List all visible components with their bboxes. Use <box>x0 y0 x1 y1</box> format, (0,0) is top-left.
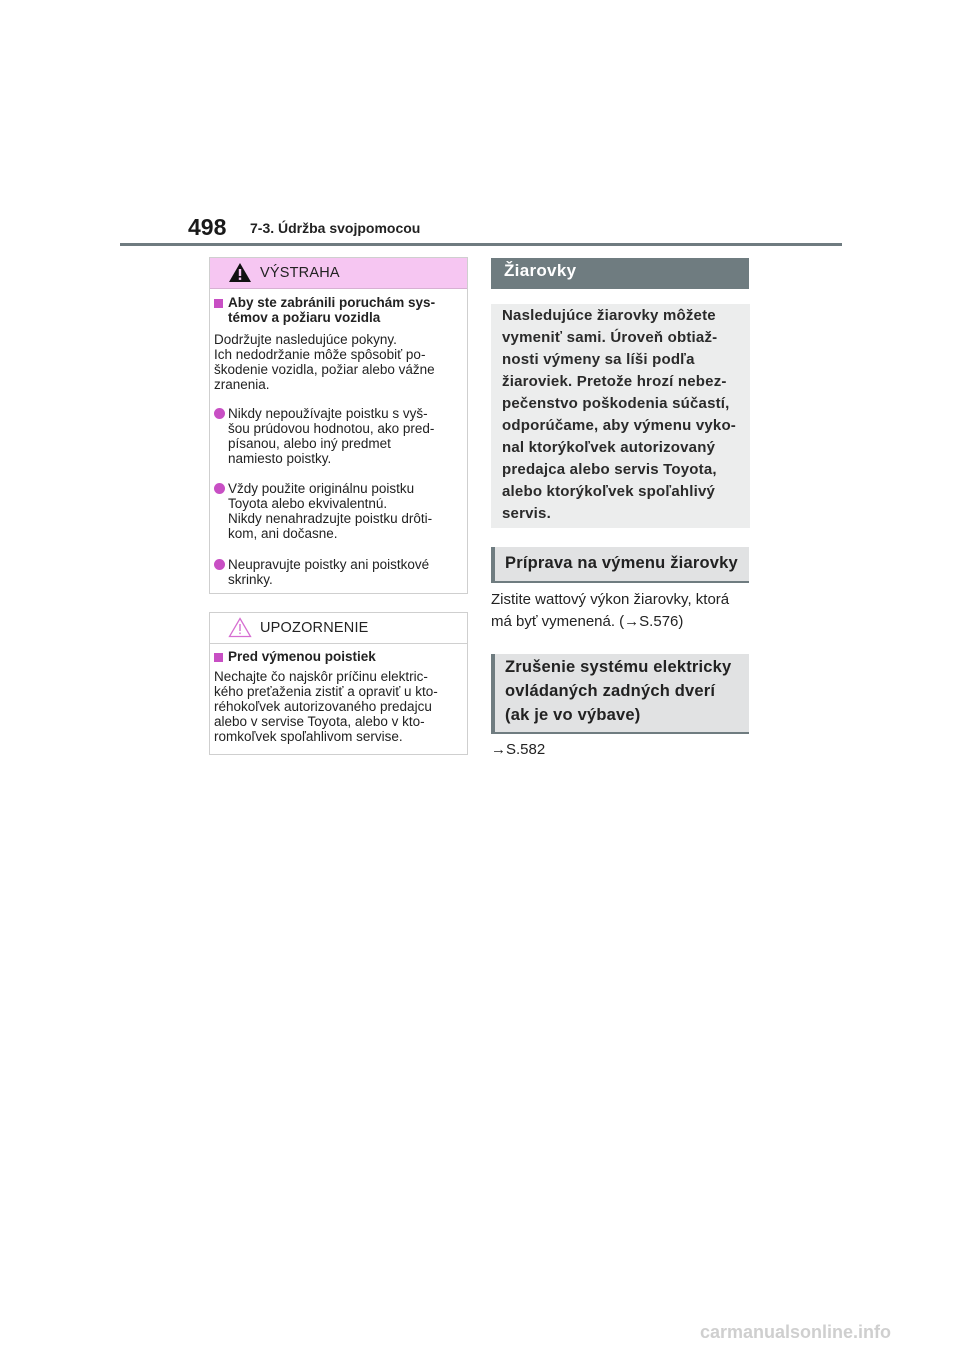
intro-line: žiaroviek. Pretože hrozí nebez- <box>502 373 727 390</box>
intro-line: pečenstvo poškodenia súčastí, <box>502 395 730 412</box>
warning-intro-line: Ich nedodržanie môže spôsobiť po- <box>214 347 426 362</box>
caution-box <box>209 612 468 755</box>
warning-bullet-line: Vždy použite originálnu poistku <box>228 481 415 496</box>
warning-bullet-line: kom, ani dočasne. <box>228 526 338 541</box>
subsection-heading-text: (ak je vo výbave) <box>505 706 641 724</box>
intro-line: nal ktorýkoľvek autorizovaný <box>502 439 716 456</box>
round-bullet-icon <box>214 559 225 570</box>
caution-header <box>210 613 467 644</box>
caution-subhead: Pred výmenou poistiek <box>228 649 376 664</box>
round-bullet-icon <box>214 483 225 494</box>
warning-subhead-line: témov a požiaru vozidla <box>228 310 381 325</box>
page-reference-link[interactable]: →S.582 <box>491 741 546 758</box>
warning-bullet-line: Toyota alebo ekvivalentnú. <box>228 496 388 511</box>
warning-bullet-line: Nikdy nepoužívajte poistku s vyš- <box>228 406 428 421</box>
intro-line: nosti výmeny sa líši podľa <box>502 351 695 368</box>
intro-line: odporúčame, aby výmenu vyko- <box>502 417 737 434</box>
warning-bullet-line: Nikdy nenahradzujte poistku drôti- <box>228 511 433 526</box>
header-divider <box>120 243 842 246</box>
warning-header <box>210 258 467 289</box>
warning-bullet-line: šou prúdovou hodnotou, ako pred- <box>228 421 435 436</box>
warning-bullet-line: písanou, alebo iný predmet <box>228 436 391 451</box>
warning-box <box>209 257 468 594</box>
square-bullet-icon <box>214 653 223 662</box>
subsection-heading <box>491 547 749 583</box>
warning-bullet-line: Neupravujte poistky ani poistkové <box>228 557 430 572</box>
section-heading-bar <box>491 258 749 289</box>
intro-line: servis. <box>502 505 551 522</box>
subsection-heading <box>491 654 749 734</box>
intro-line: Nasledujúce žiarovky môžete <box>502 307 716 324</box>
section-title: 7-3. Údržba svojpomocou <box>250 220 421 236</box>
warning-bullet-line: skrinky. <box>228 572 273 587</box>
body-text-line: má byť vymenená. (→S.576) <box>491 613 684 630</box>
warning-bullet-line: namiesto poistky. <box>228 451 332 466</box>
caution-title: UPOZORNENIE <box>260 620 369 636</box>
square-bullet-icon <box>214 299 223 308</box>
caution-body-line: Nechajte čo najskôr príčinu elektric- <box>214 669 428 684</box>
caution-body-line: romkoľvek spoľahlivom servise. <box>214 729 403 744</box>
intro-line: predajca alebo servis Toyota, <box>502 461 717 478</box>
watermark: carmanualsonline.info <box>700 1322 892 1342</box>
intro-line: alebo ktorýkoľvek spoľahlivý <box>502 483 716 500</box>
caution-body-line: kého preťaženia zistiť a opraviť u kto- <box>214 684 438 699</box>
page-number: 498 <box>188 214 227 240</box>
subsection-heading-text: ovládaných zadných dverí <box>505 682 716 700</box>
body-text-line: Zistite wattový výkon žiarovky, ktorá <box>491 591 730 608</box>
warning-intro-line: Dodržujte nasledujúce pokyny. <box>214 332 397 347</box>
subsection-heading-text: Zrušenie systému elektricky <box>505 658 732 676</box>
warning-subhead-line: Aby ste zabránili poruchám sys- <box>228 295 436 310</box>
warning-title: VÝSTRAHA <box>260 265 340 281</box>
round-bullet-icon <box>214 408 225 419</box>
intro-box <box>491 304 750 528</box>
section-heading: Žiarovky <box>504 261 577 280</box>
warning-intro-line: zranenia. <box>214 377 270 392</box>
caution-triangle-icon <box>228 617 252 638</box>
warning-intro-line: škodenie vozidla, požiar alebo vážne <box>214 362 435 377</box>
caution-body-line: réhokoľvek autorizovaného predajcu <box>214 699 432 714</box>
subsection-heading-text: Príprava na výmenu žiarovky <box>505 554 738 572</box>
warning-triangle-icon <box>228 262 252 283</box>
intro-line: vymeniť sami. Úroveň obtiaž- <box>502 329 718 346</box>
caution-body-line: alebo v servise Toyota, alebo v kto- <box>214 714 425 729</box>
